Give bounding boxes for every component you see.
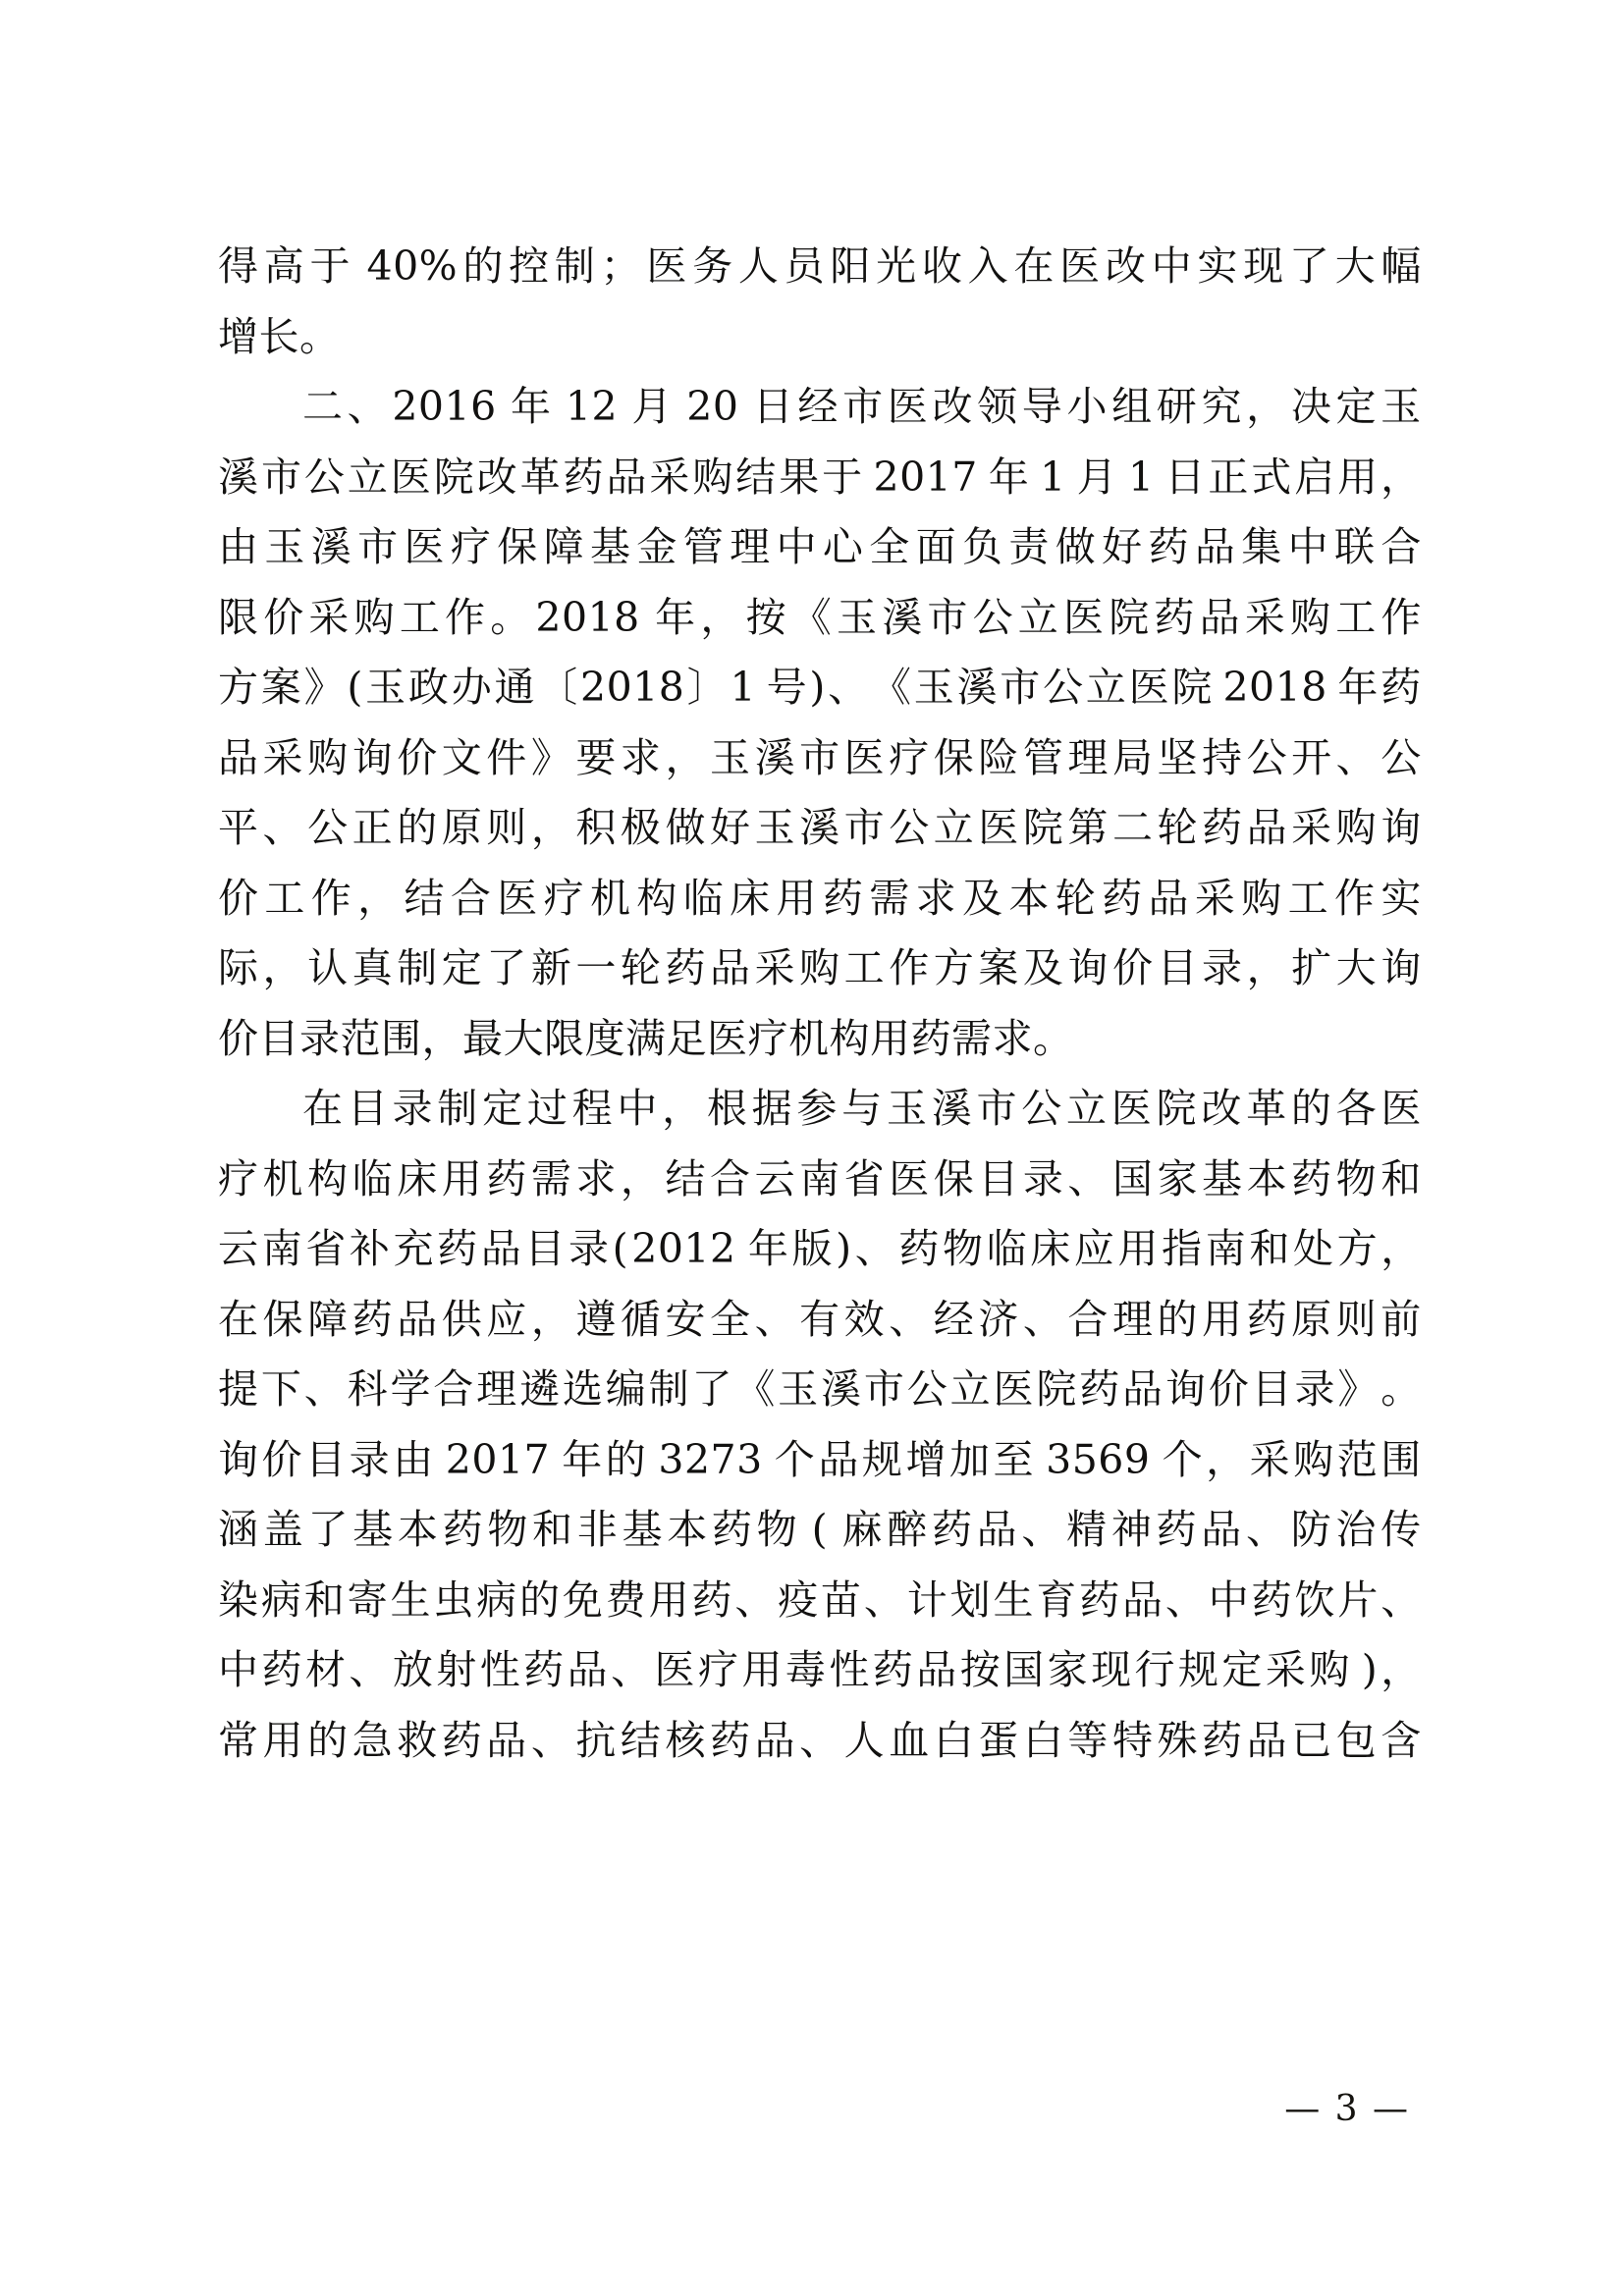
text-line: 在 目 录 制 定 过 程 中 ， 根 据 参 与 玉 溪 市 公 立 医 院 改 革 的 各 医 <box>302 1085 1422 1132</box>
text-line: 二 、 2016 年 12 月 20 日 经 市 医 改 领 导 小 组 研 究 ， 决 定 玉 <box>302 383 1422 430</box>
text-line: 增长。 <box>218 312 341 360</box>
page-number: — 3 — <box>1284 2089 1410 2129</box>
text-line: 中 药 材 、 放 射 性 药 品 、 医 疗 用 毒 性 药 品 按 国 家 现 行 规 定 采 购 ) ， <box>218 1646 1422 1693</box>
text-line: 疗 机 构 临 床 用 药 需 求 ， 结 合 云 南 省 医 保 目 录 、 国 家 基 本 药 物 和 <box>218 1154 1422 1202</box>
text-line: 云 南 省 补 充 药 品 目 录 ( 2012 年 版 ) 、 药 物 临 床 应 用 指 南 和 处 方 ， <box>218 1225 1422 1272</box>
text-line: 得 高 于 40% 的 控 制 ； 医 务 人 员 阳 光 收 入 在 医 改 中 实 现 了 大 幅 <box>218 242 1422 290</box>
text-line: 方 案 》 ( 玉 政 办 通 〔 2018 〕 1 号 ) 、 《 玉 溪 市 公 立 医 院 2018 年 药 <box>218 664 1422 711</box>
text-line: 在 保 障 药 品 供 应 ， 遵 循 安 全 、 有 效 、 经 济 、 合 理 的 用 药 原 则 前 <box>218 1295 1422 1343</box>
text-line: 提 下 、 科 学 合 理 遴 选 编 制 了 《 玉 溪 市 公 立 医 院 药 品 询 价 目 录 》 。 <box>218 1365 1422 1413</box>
text-line: 价目录范围，最大限度满足医疗机构用药需求。 <box>218 1014 1074 1062</box>
text-line: 限 价 采 购 工 作 。 2018 年 ， 按 《 玉 溪 市 公 立 医 院 药 品 采 购 工 作 <box>218 593 1422 641</box>
text-line: 价 工 作 ， 结 合 医 疗 机 构 临 床 用 药 需 求 及 本 轮 药 品 采 购 工 作 实 <box>218 874 1422 922</box>
text-line: 涵 盖 了 基 本 药 物 和 非 基 本 药 物 ( 麻 醉 药 品 、 精 神 药 品 、 防 治 传 <box>218 1506 1422 1553</box>
text-line: 常 用 的 急 救 药 品 、 抗 结 核 药 品 、 人 血 白 蛋 白 等 特 殊 药 品 已 包 含 <box>218 1716 1422 1764</box>
text-line: 询 价 目 录 由 2017 年 的 3273 个 品 规 增 加 至 3569 个 ， 采 购 范 围 <box>218 1435 1422 1483</box>
text-line: 平 、 公 正 的 原 则 ， 积 极 做 好 玉 溪 市 公 立 医 院 第 二 轮 药 品 采 购 询 <box>218 804 1422 851</box>
text-line: 溪 市 公 立 医 院 改 革 药 品 采 购 结 果 于 2017 年 1 月 1 日 正 式 启 用 ， <box>218 453 1422 501</box>
paragraph-catalog-process <box>218 1074 1422 1776</box>
text-line: 由 玉 溪 市 医 疗 保 障 基 金 管 理 中 心 全 面 负 责 做 好 药 品 集 中 联 合 <box>218 523 1422 570</box>
text-line: 染 病 和 寄 生 虫 病 的 免 费 用 药 、 疫 苗 、 计 划 生 育 药 品 、 中 药 饮 片 、 <box>218 1575 1422 1624</box>
document-text-body <box>218 232 1422 1776</box>
paragraph-item-two <box>218 372 1422 1074</box>
text-line: 际 ， 认 真 制 定 了 新 一 轮 药 品 采 购 工 作 方 案 及 询 价 目 录 ， 扩 大 询 <box>218 944 1422 991</box>
paragraph-continued <box>218 232 1422 372</box>
text-line: 品 采 购 询 价 文 件 》 要 求 ， 玉 溪 市 医 疗 保 险 管 理 局 坚 持 公 开 、 公 <box>218 733 1422 781</box>
